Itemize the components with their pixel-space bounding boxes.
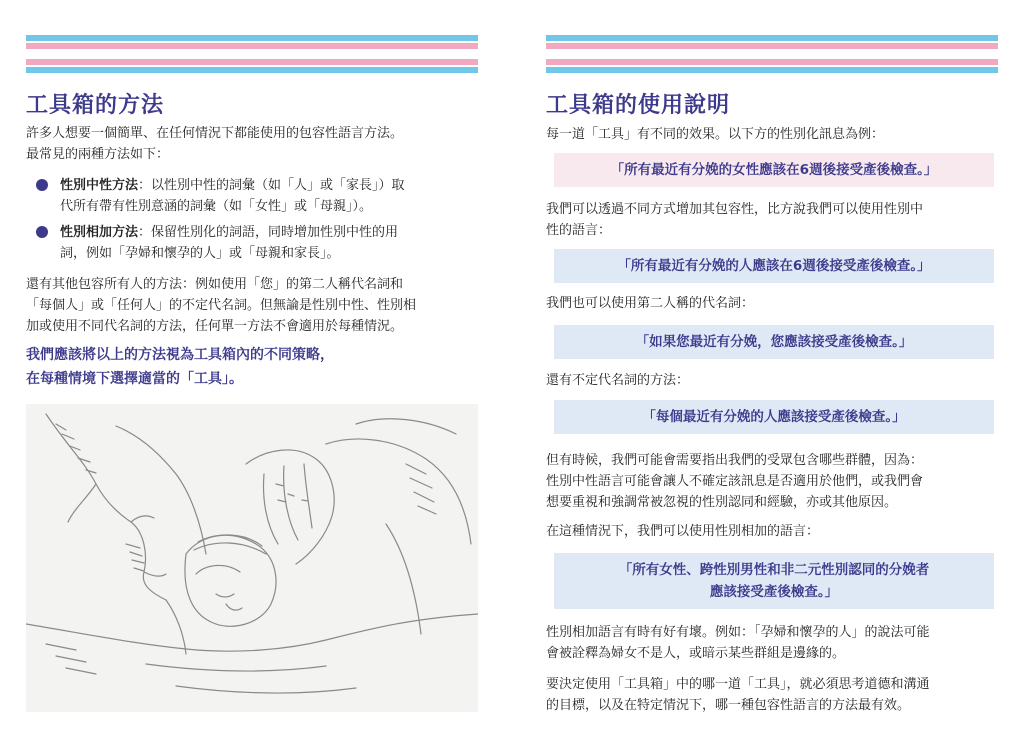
example-quote-second-person: 「如果您最近有分娩，您應該接受產後檢查。」 (554, 325, 994, 359)
text-line: 代所有帶有性別意涵的詞彙（如「女性」或「母親」）。 (60, 199, 373, 214)
example-quote-neutral: 「所有最近有分娩的人應該在6週後接受產後檢查。」 (554, 249, 994, 283)
text-line: 加或使用不同代名詞的方法，任何單一方法不會適用於每種情況。 (26, 319, 404, 334)
text-line: 性別相加語言有時有好有壞。例如：「孕婦和懷孕的人」的說法可能 (546, 625, 930, 640)
text-line: 在每種情境下選擇適當的「工具」。 (26, 371, 243, 387)
text-line: ：以性別中性的詞彙（如「人」或「家長」）取 (138, 178, 405, 193)
trans-flag-stripes (546, 35, 998, 73)
example-quote-indefinite: 「每個最近有分娩的人應該接受產後檢查。」 (554, 400, 994, 434)
text-line: 但有時候，我們可能會需要指出我們的受眾包含哪些群體，因為： (546, 453, 924, 468)
paragraph: 每一道「工具」有不同的效果。以下方的性別化訊息為例： (546, 127, 885, 142)
trans-flag-stripes (26, 35, 478, 73)
stripe-white (546, 51, 998, 57)
intro-paragraph (26, 123, 478, 165)
example-quote-additive (554, 553, 994, 609)
paragraph: 我們也可以使用第二人稱的代名詞： (546, 296, 755, 311)
bullet-dot-icon (36, 226, 48, 238)
paragraph: 還有不定代名詞的方法： (546, 373, 690, 388)
stripe-pink (26, 43, 478, 49)
text-line: 我們可以透過不同方式增加其包容性，比方說我們可以使用性別中 (546, 202, 924, 217)
text-line: 應該接受產後檢查。」 (709, 584, 839, 600)
stripe-blue (546, 35, 998, 41)
emphasis-statement (26, 343, 478, 391)
page-title: 工具箱的方法 (26, 93, 165, 118)
page-title: 工具箱的使用說明 (546, 93, 731, 118)
text-line: 的目標，以及在特定情況下，哪一種包容性語言的方法最有效。 (546, 698, 911, 713)
text-line: 想要重視和強調常被忽視的性別認同和經驗，亦或其他原因。 (546, 495, 898, 510)
text-line: 會被詮釋為婦女不是人，或暗示某些群組是邊緣的。 (546, 646, 846, 661)
text-line: 還有其他包容所有人的方法：例如使用「您」的第二人稱代名詞和 (26, 277, 404, 292)
paragraph (546, 674, 998, 716)
other-methods-paragraph (26, 274, 478, 337)
stripe-blue (26, 35, 478, 41)
stripe-white (26, 51, 478, 57)
paragraph (546, 450, 998, 513)
text-line: 性的語言： (546, 223, 612, 238)
example-quote-gendered: 「所有最近有分娩的女性應該在6週後接受產後檢查。」 (554, 153, 994, 187)
text-line: 詞，例如「孕婦和懷孕的人」或「母親和家長」。 (60, 246, 340, 261)
text-line: ：保留性別化的詞語，同時增加性別中性的用 (138, 225, 399, 240)
text-line: 「每個人」或「任何人」的不定代名詞。但無論是性別中性、性別相 (26, 298, 417, 313)
pencil-sketch-illustration (26, 404, 478, 712)
paragraph (546, 199, 998, 241)
parent-and-newborn-drawing (26, 404, 478, 712)
stripe-pink (546, 59, 998, 65)
stripe-blue (26, 67, 478, 73)
text-line: 許多人想要一個簡單、在任何情況下都能使用的包容性語言方法。 (26, 126, 404, 141)
bullet-label: 性別中性方法 (60, 178, 139, 193)
stripe-blue (546, 67, 998, 73)
text-line: 性別中性語言可能會讓人不確定該訊息是否適用於他們，或我們會 (546, 474, 924, 489)
left-page (26, 0, 478, 737)
text-line: 最常見的兩種方法如下： (26, 147, 170, 162)
stripe-pink (26, 59, 478, 65)
right-page (546, 0, 998, 737)
text-line: 我們應該將以上的方法視為工具箱內的不同策略， (26, 347, 334, 363)
text-line: 要決定使用「工具箱」中的哪一道「工具」，就必須思考道德和溝通 (546, 677, 930, 692)
stripe-pink (546, 43, 998, 49)
paragraph (546, 622, 998, 664)
bullet-dot-icon (36, 179, 48, 191)
bullet-label: 性別相加方法 (60, 225, 139, 240)
text-line: 「所有女性、跨性別男性和非二元性別認同的分娩者 (618, 562, 930, 578)
paragraph: 在這種情況下，我們可以使用性別相加的語言： (546, 524, 820, 539)
